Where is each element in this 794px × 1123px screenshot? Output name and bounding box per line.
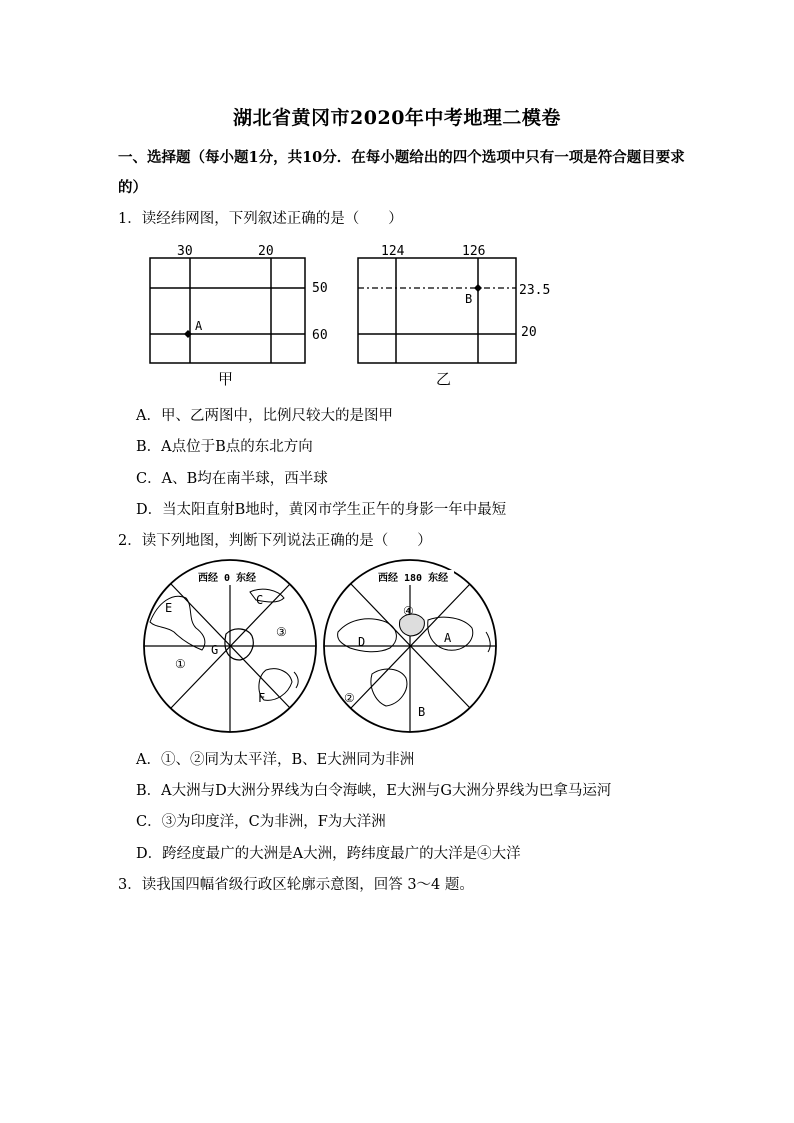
yi-top-label-1: 124 [381,244,405,259]
jia-right-label-1: 50 [312,281,328,296]
point-a-label: A [195,319,203,333]
q2-option-c: C．③为印度洋，C为非洲，F为大洋洲 [136,814,386,830]
label-ocean-1: ① [175,657,186,671]
label-b: B [418,705,426,719]
yi-right-label-1: 23.5 [519,283,551,298]
label-f: F [258,691,266,705]
section-heading: 一、选择题（每小题1分，共10分．在每小题给出的四个选项中只有一项是符合题目要求 [118,149,685,166]
left-map-header: 西经 0 东经 [198,573,257,584]
label-ocean-4: ④ [403,604,414,618]
label-e: E [165,601,173,615]
label-d: D [358,635,366,649]
question-1-stem: 1．读经纬网图，下列叙述正确的是（ ） [118,211,403,227]
grid-jia [150,244,328,388]
label-g: G [211,643,219,657]
label-ocean-3: ③ [276,625,287,639]
right-map-header: 西经 180 东经 [378,573,449,584]
q2-figure-hemispheres [138,562,518,732]
label-c: C [256,593,264,607]
q2-option-d: D．跨经度最广的大洲是A大洲，跨纬度最广的大洋是④大洋 [136,846,521,862]
caption-yi: 乙 [436,370,452,388]
caption-jia: 甲 [218,370,234,388]
q1-option-b: B．A点位于B点的东北方向 [136,439,313,455]
hemisphere-left [144,560,316,732]
grid-yi [358,244,550,388]
jia-top-label-2: 20 [258,244,274,259]
section-heading-cont: 的） [118,179,147,196]
point-a-marker [184,330,192,338]
q2-option-a: A．①、②同为太平洋，B、E大洲同为非洲 [136,752,415,768]
q1-option-c: C．A、B均在南半球，西半球 [136,471,328,487]
yi-top-label-2: 126 [462,244,486,259]
label-ocean-2: ② [344,691,355,705]
q1-figure-grids [140,238,551,388]
q1-option-a: A．甲、乙两图中，比例尺较大的是图甲 [136,408,393,424]
q1-option-d: D．当太阳直射B地时，黄冈市学生正午的身影一年中最短 [136,502,507,518]
label-a: A [444,631,452,645]
yi-right-label-2: 20 [521,325,537,340]
page-title: 湖北省黄冈市2020年中考地理二模卷 [233,107,561,129]
point-b-marker [474,284,482,292]
hemisphere-right [324,560,496,732]
point-b-label: B [465,292,473,306]
jia-right-label-2: 60 [312,328,328,343]
q2-option-b: B．A大洲与D大洲分界线为白令海峡，E大洲与G大洲分界线为巴拿马运河 [136,783,612,799]
question-2-stem: 2．读下列地图，判断下列说法正确的是（ ） [118,533,432,549]
jia-top-label-1: 30 [177,244,193,259]
question-3-stem: 3．读我国四幅省级行政区轮廓示意图，回答 3～4 题。 [118,877,474,893]
